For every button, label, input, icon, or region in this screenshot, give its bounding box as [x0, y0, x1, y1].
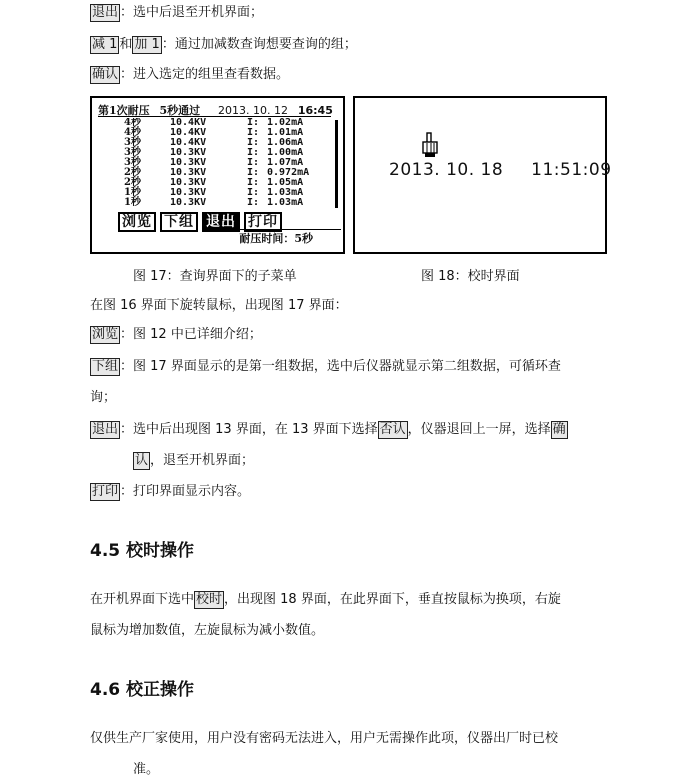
fig17-query-screen — [90, 96, 345, 254]
hand-pointer-icon — [421, 132, 439, 158]
heading-4-5: 4.5 校时操作 — [90, 541, 195, 561]
fig17-data-rows — [92, 118, 343, 210]
fig17-header-divider — [98, 116, 331, 117]
fig17-menu-item: 退出 — [202, 212, 240, 232]
key-print: 打印 — [92, 484, 119, 499]
item-next-group: 下组 ：图 17 界面显示的是第一组数据，选中后仪器就显示第二组数据，可循环查 — [92, 359, 561, 374]
fig17-row-current: 1.05mA — [267, 177, 304, 188]
fig17-footer: 耐压时间：5秒 — [239, 232, 313, 245]
fig17-row-i-label: I: — [247, 187, 260, 198]
fig17-row-current: 1.07mA — [267, 157, 304, 168]
fig17-row-voltage: 10.3KV — [170, 187, 207, 198]
fig17-row-voltage: 10.4KV — [170, 127, 207, 138]
fig17-row-time: 2秒 — [124, 167, 141, 178]
key-deny: 否认 — [379, 422, 406, 437]
fig17-row-voltage: 10.3KV — [170, 147, 207, 158]
fig18-time: 11:51:09 — [531, 160, 612, 180]
item-exit: 退出 ：选中后出现图 13 界面，在 13 界面下选择 否认 ，仪器退回上一屏，选择 确 — [92, 422, 566, 437]
fig17-row-i-label: I: — [247, 167, 260, 178]
fig17-row — [92, 198, 343, 208]
fig17-row-time: 3秒 — [124, 157, 141, 168]
fig17-menu-item: 下组 — [160, 212, 198, 232]
fig17-row-time: 4秒 — [124, 127, 141, 138]
heading-4-6: 4.6 校正操作 — [90, 680, 195, 700]
fig17-row-voltage: 10.3KV — [170, 157, 207, 168]
fig17-row-i-label: I: — [247, 147, 260, 158]
key-time-set: 校时 — [196, 592, 223, 607]
fig17-row-time: 4秒 — [124, 118, 141, 128]
fig17-row-voltage: 10.4KV — [170, 118, 207, 128]
fig17-row-current: 1.03mA — [267, 187, 304, 198]
fig17-time: 16:45 — [297, 104, 333, 117]
item-exit-cont: 认 ，退至开机界面； — [135, 453, 255, 468]
line-minus-plus: 减 1 和 加 1 ：通过加减数查询想要查询的组； — [92, 37, 357, 52]
fig17-row-current: 1.06mA — [267, 137, 304, 148]
key-exit-2: 退出 — [92, 422, 119, 437]
fig18-date: 2013. 10. 18 — [389, 160, 504, 180]
fig17-row-i-label: I: — [247, 157, 260, 168]
fig17-row-i-label: I: — [247, 137, 260, 148]
fig17-row-voltage: 10.3KV — [170, 167, 207, 178]
section45-text: 在开机界面下选中 校时 ，出现图 18 界面，在此界面下，垂直按鼠标为换项，右旋 — [90, 592, 561, 607]
fig17-row-i-label: I: — [247, 177, 260, 188]
fig18-caption: 图 18：校时界面 — [421, 269, 520, 284]
key-confirm-2b: 认 — [135, 453, 149, 468]
key-confirm: 确认 — [92, 67, 119, 82]
fig17-row-time: 3秒 — [124, 137, 141, 148]
section46-text: 仅供生产厂家使用，用户没有密码无法进入，用户无需操作此项，仪器出厂时已校 — [90, 731, 559, 746]
fig17-row-time: 1秒 — [124, 187, 141, 198]
fig17-menu-item: 打印 — [244, 212, 282, 232]
fig17-menu-item: 浏览 — [118, 212, 156, 232]
fig18-time-set-screen — [353, 96, 612, 254]
fig17-row-current: 1.03mA — [267, 197, 304, 208]
fig17-row-i-label: I: — [247, 127, 260, 138]
fig17-row-time: 2秒 — [124, 177, 141, 188]
fig17-row-i-label: I: — [247, 118, 260, 128]
fig17-title: 第1次耐压 — [98, 104, 150, 117]
fig17-row-voltage: 10.3KV — [170, 177, 207, 188]
fig17-row-voltage: 10.4KV — [170, 137, 207, 148]
section46-cont: 准。 — [133, 762, 160, 777]
fig17-row-current: 0.972mA — [267, 167, 310, 178]
key-browse: 浏览 — [92, 327, 119, 342]
key-exit: 退出 — [92, 5, 119, 20]
fig17-row-current: 1.01mA — [267, 127, 304, 138]
fig17-row-time: 3秒 — [124, 147, 141, 158]
key-next-group: 下组 — [92, 359, 119, 374]
key-plus-one: 加 1 — [134, 37, 160, 52]
para-intro: 在图 16 界面下旋转鼠标，出现图 17 界面： — [90, 298, 348, 313]
fig17-row-i-label: I: — [247, 197, 260, 208]
fig18-datetime — [389, 160, 612, 180]
item-browse: 浏览 ：图 12 中已详细介绍； — [92, 327, 262, 342]
line-exit: 退出 ：选中后退至开机界面； — [92, 5, 264, 20]
key-minus-one: 减 1 — [92, 37, 118, 52]
section45-cont: 鼠标为增加数值，左旋鼠标为减小数值。 — [90, 623, 325, 638]
line-confirm: 确认 ：进入选定的组里查看数据。 — [92, 67, 290, 82]
fig17-row-time: 1秒 — [124, 197, 141, 208]
fig17-date: 2013. 10. 12 — [218, 104, 288, 117]
item-print: 打印 ：打印界面显示内容。 — [92, 484, 251, 499]
key-confirm-2a: 确 — [552, 422, 566, 437]
fig17-row-current: 1.02mA — [267, 118, 304, 128]
fig17-caption: 图 17：查询界面下的子菜单 — [133, 269, 297, 284]
fig17-row-current: 1.00mA — [267, 147, 304, 158]
item-next-group-cont: 询； — [90, 390, 117, 405]
fig17-status: 5秒通过 — [159, 104, 201, 117]
fig17-row-voltage: 10.3KV — [170, 197, 207, 208]
